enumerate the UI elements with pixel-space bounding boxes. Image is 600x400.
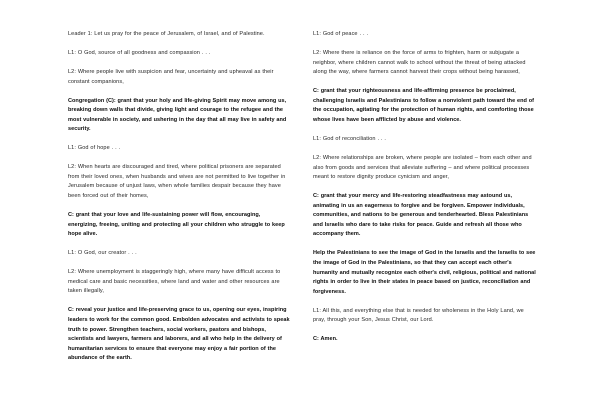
paragraph-c-righteousness: C: grant that your righteousness and life-affirming presence be proclaimed, challenging Israelis and Palestinians to follow a nonviolent path toward the end of the occupation, agitating for the protection of human rights, and comforting those whose lives have been afflicted by abuse and violence. — [313, 88, 535, 123]
paragraph-l1-goodness: L1: O God, source of all goodness and compassion . . . — [68, 49, 211, 56]
left-text-column — [68, 30, 291, 373]
paragraph-c-love: C: grant that your love and life-sustaining power will flow, encouraging, energizing, freeing, uniting and protecting all your children who struggle to keep hope alive. — [68, 212, 285, 238]
paragraph-c-spirit: Congregation (C): grant that your holy and life-giving Spirit may move among us, breaking down walls that divide, giving light and courage to the refugee and the most vulnerable in society, and ushering in the day that all may live in safety and security. — [68, 97, 287, 133]
paragraph-c-justice: C: reveal your justice and life-preserving grace to us, opening our eyes, inspiring leaders to work for the common good. Embolden advocates and activists to speak truth to power. Strengthen teachers, social workers, pastors and bishops, scientists and lawyers, farmers and laborers, and all who help in the delivery of humanitarian services to ensure that everyone may enjoy a fair portion of the abundance of the earth. — [68, 307, 290, 362]
paragraph-l1-reconciliation: L1: God of reconciliation . . . — [313, 135, 387, 142]
right-text-column — [313, 30, 536, 354]
two-column-layout — [0, 30, 600, 373]
paragraph-l1-closing: L1: All this, and everything else that is needed for wholeness in the Holy Land, we pray, through your Son, Jesus Christ, our Lord. — [313, 307, 524, 324]
paragraph-l1-peace: L1: God of peace . . . — [313, 31, 369, 37]
paragraph-l2-discouraged: L2: When hearts are discouraged and tired, where political prisoners are separated from their loved ones, when husbands and wives are not permitted to live together in Jerusalem because of unjust laws, when whole families despair because they have been forced out of their homes, — [68, 164, 286, 200]
paragraph-leader-opening: Leader 1: Let us pray for the peace of Jerusalem, of Israel, and of Palestine. — [68, 31, 265, 37]
paragraph-c-amen: C: Amen. — [313, 336, 338, 343]
paragraph-l1-creator: L1: O God, our creator . . . — [68, 250, 137, 257]
paragraph-l2-broken: L2: Where relationships are broken, where people are isolated – from each other and also from goods and services that alleviate suffering – and where political processes meant to restore dignity produce cynicism and anger, — [313, 154, 532, 181]
paragraph-l2-suspicion: L2: Where people live with suspicion and fear, uncertainty and upheaval as their constant companions, — [68, 68, 274, 85]
paragraph-c-mercy: C: grant that your mercy and life-restoring steadfastness may astound us, animating in us an eagerness to forgive and be forgiven. Empower individuals, communities, and nations to be generous and tenderhearted. Bless Palestinians and Israelis who dare to take risks for peace. Guide and refresh all those who accompany them. — [313, 193, 529, 238]
paragraph-l2-arms: L2: Where there is reliance on the force of arms to frighten, harm or subjugate a neighbor, where children cannot walk to school without the threat of being attacked along the way, where farmers cannot harvest their crops without being harassed, — [313, 49, 526, 76]
paragraph-l2-unemployment: L2: Where unemployment is staggeringly high, where many have difficult access to medical care and basic necessities, where land and water and other resources are taken illegally, — [68, 269, 281, 295]
paragraph-help-image-of-god: Help the Palestinians to see the image of God in the Israelis and the Israelis to see the image of God in the Palestinians, so that they can accept each other's humanity and mutually recognize each other's civil, religious, political and national rights in order to live in their states in peace based on justice, reconciliation and forgiveness. — [313, 250, 536, 295]
paragraph-l1-hope: L1: God of hope . . . — [68, 145, 121, 152]
